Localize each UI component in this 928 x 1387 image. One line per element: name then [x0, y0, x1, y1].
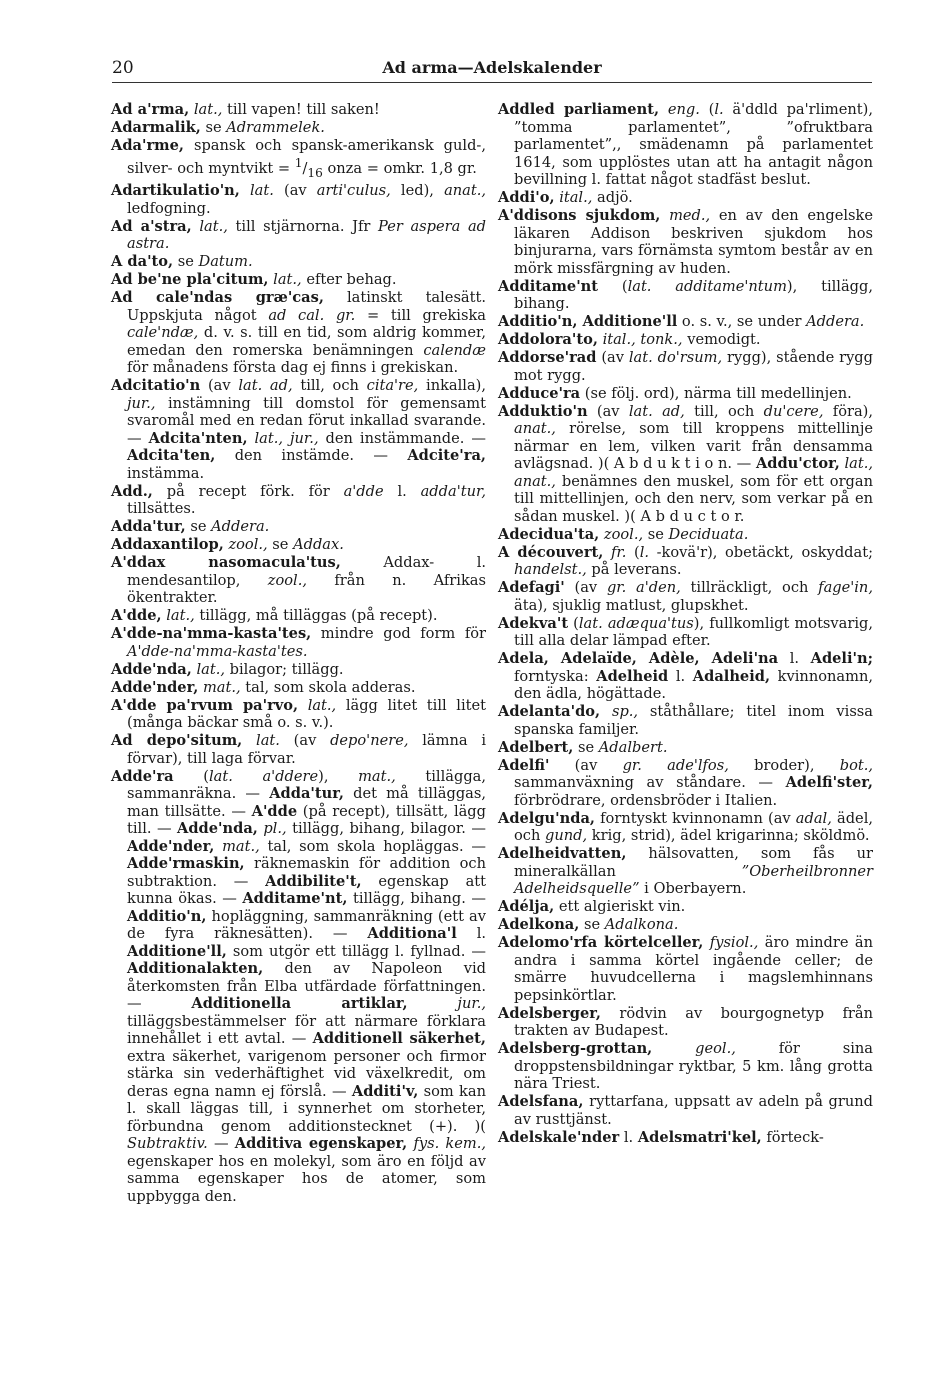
- dictionary-entry: A'ddisons sjukdom, med., en av den engelske läkaren Addison beskriven sjukdom hos binjurarna, vars förnämsta symtom består av en mörk missfärgning av huden.: [498, 207, 874, 277]
- dictionary-entry: Ad a'stra, lat., till stjärnorna. Jfr Per aspera ad astra.: [111, 217, 487, 253]
- dictionary-entry: Ad cale'ndas græ'cas, latinskt talesätt. Uppskjuta något ad cal. gr. = till grekiska cale'ndæ, d. v. s. till en tid, som aldrig kommer, emedan den romerska benämningen calendæ för månadens första dag ej finns i grekiskan.: [111, 289, 486, 377]
- right-column: [498, 101, 873, 1147]
- dictionary-entry: A'dde pa'rvum pa'rvo, lat., lägg litet till litet (många bäckar små o. s. v.).: [111, 696, 486, 732]
- dictionary-entry: A da'to, se Datum.: [111, 253, 253, 271]
- dictionary-entry: Adelheidvatten, hälsovatten, som fås ur mineralkällan ”Oberheilbronner Adelheidsquelle” i Oberbayern.: [498, 845, 873, 897]
- dictionary-entry: Addi'o, ital., adjö.: [498, 189, 633, 206]
- dictionary-entry: Adelsfana, ryttarfana, uppsatt av adeln på grund av rusttjänst.: [498, 1093, 873, 1128]
- dictionary-entry: Adekva't (lat. adæqua'tus), fullkomligt motsvarig, till alla delar lämpad efter.: [498, 614, 873, 649]
- dictionary-entry: Adduktio'n (av lat. ad, till, och du'cere, föra), anat., rörelse, som till kroppens mittellinje närmar en lem, vilken varit från densamma avlägsnad. )( A b d u k t i o n. — Addu'ctor, lat., anat., benämnes den muskel, som för ett organ till mittellinjen, och den nerv, som verkar på en sådan muskel. )( A b d u c t o r.: [498, 402, 874, 525]
- dictionary-entry: Adelbert, se Adalbert.: [498, 738, 668, 756]
- dictionary-entry: Adelfi' (av gr. ade'lfos, broder), bot., sammanväxning av ståndare. — Adelfi'ster, förbrödrare, ordensbröder i Italien.: [498, 756, 874, 809]
- dictionary-entry: Adelkona, se Adalkona.: [498, 916, 679, 933]
- dictionary-entry: Ad a'rma, lat., till vapen! till saken!: [111, 101, 380, 118]
- dictionary-entry: Additame'nt (lat. additame'ntum), tillägg, bihang.: [498, 277, 873, 312]
- dictionary-entry: Adduce'ra (se följ. ord), närma till medellinjen.: [498, 384, 852, 402]
- dictionary-entry: Ad depo'situm, lat. (av depo'nere, lämna i förvar), till laga förvar.: [111, 732, 486, 767]
- dictionary-entry: Addled parliament, eng. (l. ä'ddld pa'rliment), ”tomma parlamentet”, ”ofruktbara parlamentet”,, smädenamn på parlamentet 1614, som upplöstes utan att ha antagit någon bevillning l. fattat något stadfäst beslut.: [498, 101, 874, 188]
- dictionary-entry: Adela, Adelaïde, Adèle, Adeli'na l. Adeli'n; forntyska: Adelheid l. Adalheid, kvinnonamn, den ädla, högättade.: [498, 650, 873, 702]
- dictionary-entry: Adecidua'ta, zool., se Deciduata.: [498, 525, 749, 543]
- dictionary-entry: A'ddax nasomacula'tus, Addax- l. mendesantilop, zool., från n. Afrikas ökentrakter.: [111, 554, 486, 607]
- dictionary-entry: Adcitatio'n (av lat. ad, till, och cita're, inkalla), jur., instämning till domstol för gemensamt svaromål med en redan förut inkallad svarande. — Adcita'nten, lat., jur., den instämmande. — Adcita'ten, den instämde. — Adcite'ra, instämma.: [111, 377, 487, 482]
- dictionary-entry: Adelsberger, rödvin av bourgognetyp från trakten av Budapest.: [498, 1004, 873, 1039]
- left-column: [111, 101, 486, 1206]
- dictionary-entry: Adefagi' (av gr. a'den, tillräckligt, och fage'in, äta), sjuklig matlust, glupskhet.: [498, 579, 873, 614]
- dictionary-entry: Adelgu'nda, forntyskt kvinnonamn (av adal, ädel, och gund, krig, strid), ädel krigarinna; sköldmö.: [498, 809, 873, 844]
- dictionary-entry: A'dde-na'mma-kasta'tes, mindre god form för A'dde-na'mma-kasta'tes.: [111, 625, 486, 660]
- dictionary-entry: Additio'n, Additione'll o. s. v., se under Addera.: [498, 313, 865, 330]
- page-header: [112, 56, 872, 83]
- dictionary-entry: A découvert, fr. (l. -kovä'r), obetäckt, oskyddat; handelst., på leverans.: [498, 543, 873, 578]
- dictionary-entry: Ad be'ne pla'citum, lat., efter behag.: [111, 271, 397, 289]
- dictionary-entry: Add., på recept förk. för a'dde l. adda'tur, tillsättes.: [111, 482, 486, 518]
- dictionary-entry: Adartikulatio'n, lat. (av arti'culus, led), anat., ledfogning.: [111, 182, 487, 217]
- dictionary-entry: Adelskale'nder l. Adelsmatri'kel, förteck-: [498, 1128, 824, 1146]
- dictionary-entry: Adelomo'rfa körtelceller, fysiol., äro mindre än andra i samma körtel ingående celler; de smärre huvudcellerna i magslemhinnans pepsinkörtlar.: [498, 934, 874, 1004]
- running-head: Ad arma—Adelskalender: [382, 58, 602, 77]
- dictionary-entry: Adelanta'do, sp., ståthållare; titel inom vissa spanska familjer.: [498, 703, 873, 738]
- dictionary-entry: Ada'rme, spansk och spansk-amerikansk guld-, silver- och myntvikt = $^1/_{16}$ onza = omkr. 1,8 gr.: [111, 137, 486, 180]
- dictionary-entry: Addolora'to, ital., tonk., vemodigt.: [498, 331, 761, 348]
- dictionary-entry: Addorse'rad (av lat. do'rsum, rygg), stående rygg mot rygg.: [498, 349, 873, 384]
- dictionary-entry: Adarmalik, se Adrammelek.: [111, 119, 325, 136]
- dictionary-entry: Adelsberg-grottan, geol., för sina droppstensbildningar ryktbar, 5 km. lång grotta nära Triest.: [498, 1040, 873, 1092]
- dictionary-entry: Adélja, ett algieriskt vin.: [498, 898, 686, 915]
- dictionary-entry: A'dde, lat., tillägg, må tilläggas (på recept).: [111, 607, 438, 625]
- dictionary-entry: Adda'tur, se Addera.: [111, 518, 270, 536]
- dictionary-entry: Adde'ra (lat. a'ddere), mat., tillägga, sammanräkna. — Adda'tur, det må tilläggas, man tillsätte. — A'dde (på recept), tillsätt, lägg till. — Adde'nda, pl., tillägg, bihang, bilagor. — Adde'nder, mat., tal, som skola hopläggas. — Adde'rmaskin, räknemaskin för addition och subtraktion. — Addibilite't, egenskap att kunna ökas. — Additame'nt, tillägg, bihang. — Additio'n, hopläggning, sammanräkning (ett av de fyra räknesätten). — Additiona'l l. Additione'll, som utgör ett tillägg l. fyllnad. — Additionalakten, den av Napoleon vid återkomsten från Elba utfärdade författningen. — Additionella artiklar, jur., tilläggsbestämmelser för att närmare förklara innehållet i ett avtal. — Additionell säkerhet, extra säkerhet, varigenom personer och firmor stärka sin vederhäftighet vid växelkredit, om deras egna namn ej förslå. — Additi'v, som kan l. skall läggas till, i synnerhet om storheter, förbundna genom additionstecknet (+). )( Subtraktiv. — Additiva egenskaper, fys. kem., egenskaper hos en molekyl, som äro en följd av samma egenskaper hos de atomer, som uppbygga den.: [111, 767, 487, 1205]
- dictionary-entry: Adde'nda, lat., bilagor; tillägg.: [111, 660, 344, 678]
- dictionary-entry: Addaxantilop, zool., se Addax.: [111, 536, 344, 554]
- dictionary-entry: Adde'nder, mat., tal, som skola adderas.: [111, 678, 416, 696]
- page-number: 20: [112, 58, 134, 78]
